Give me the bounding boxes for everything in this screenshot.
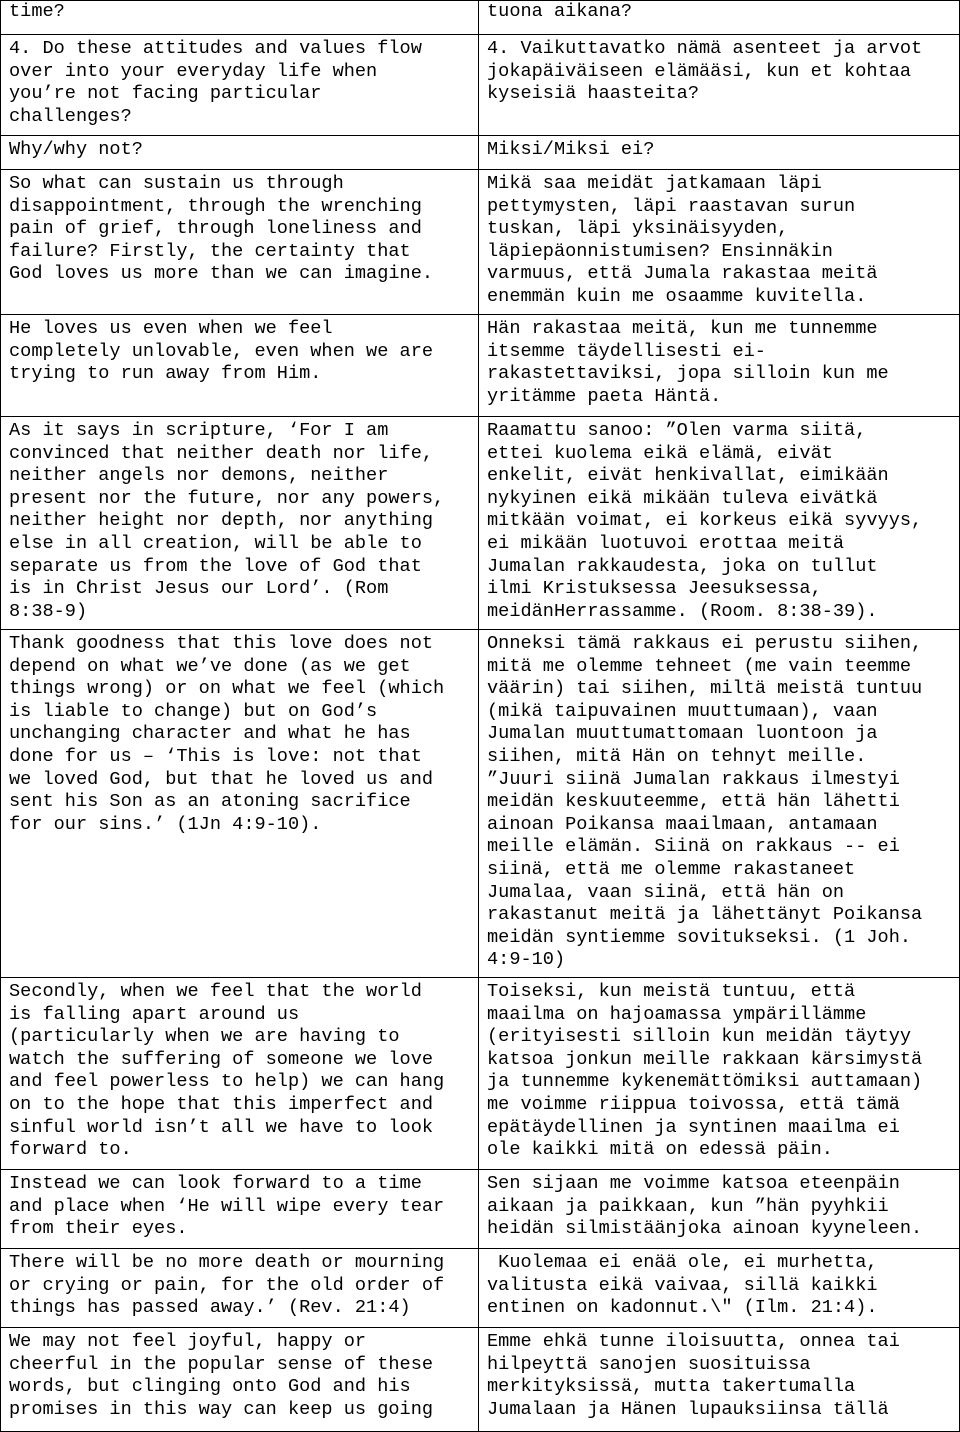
- table-row: [1, 1, 960, 35]
- table-row: [1, 1170, 960, 1249]
- finnish-cell: Sen sijaan me voimme katsoa eteenpäin aikaan ja paikkaan, kun ”hän pyyhkii heidän silmistäänjoka ainoan kyyneleen.: [479, 1170, 960, 1249]
- finnish-cell: Onneksi tämä rakkaus ei perustu siihen, mitä me olemme tehneet (me vain teemme väärin) tai siihen, miltä meistä tuntuu (mikä taipuvainen muuttumaan), vaan Jumalan muuttumattomaan luontoon ja siihen, mitä Hän on tehnyt meille. ”Juuri siinä Jumalan rakkaus ilmestyi meidän keskuuteemme, että hän lähetti ainoan Poikansa maailmaan, antamaan meille elämän. Siinä on rakkaus -- ei siinä, että me olemme rakastaneet Jumalaa, vaan siinä, että hän on rakastanut meitä ja lähettänyt Poikansa meidän syntiemme sovitukseksi. (1 Joh. 4:9-10): [479, 630, 960, 978]
- english-cell: So what can sustain us through disappointment, through the wrenching pain of grief, through loneliness and failure? Firstly, the certainty that God loves us more than we can imagine.: [1, 170, 479, 315]
- table-row: [1, 1328, 960, 1432]
- finnish-cell: Emme ehkä tunne iloisuutta, onnea tai hilpeyttä sanojen suosituissa merkityksissä, mutta takertumalla Jumalaan ja Hänen lupauksiinsa tällä: [479, 1328, 960, 1432]
- english-cell: Thank goodness that this love does not depend on what we’ve done (as we get things wrong) or on what we feel (which is liable to change) but on God’s unchanging character and what he has done for us – ‘This is love: not that we loved God, but that he loved us and sent his Son as an atoning sacrifice for our sins.’ (1Jn 4:9-10).: [1, 630, 479, 978]
- english-cell: Instead we can look forward to a time and place when ‘He will wipe every tear from their eyes.: [1, 1170, 479, 1249]
- english-cell: 4. Do these attitudes and values flow over into your everyday life when you’re not facing particular challenges?: [1, 35, 479, 136]
- finnish-cell: 4. Vaikuttavatko nämä asenteet ja arvot jokapäiväiseen elämääsi, kun et kohtaa kyseisiä haasteita?: [479, 35, 960, 136]
- english-cell: time?: [1, 1, 479, 35]
- table-row: [1, 417, 960, 630]
- finnish-cell: Hän rakastaa meitä, kun me tunnemme itsemme täydellisesti ei- rakastettaviksi, jopa silloin kun me yritämme paeta Häntä.: [479, 315, 960, 417]
- finnish-cell: Mikä saa meidät jatkamaan läpi pettymysten, läpi raastavan surun tuskan, läpi yksinäisyyden, läpiepäonnistumisen? Ensinnäkin varmuus, että Jumala rakastaa meitä enemmän kuin me osaamme kuvitella.: [479, 170, 960, 315]
- table-row: [1, 1249, 960, 1328]
- table-row: [1, 170, 960, 315]
- finnish-cell: Raamattu sanoo: ”Olen varma siitä, ettei kuolema eikä elämä, eivät enkelit, eivät henkivallat, eimikään nykyinen eikä mikään tuleva eivätkä mitkään voimat, ei korkeus eikä syvyys, ei mikään luotuvoi erottaa meitä Jumalan rakkaudesta, joka on tullut ilmi Kristuksessa Jeesuksessa, meidänHerrassamme. (Room. 8:38-39).: [479, 417, 960, 630]
- english-cell: He loves us even when we feel completely unlovable, even when we are trying to run away from Him.: [1, 315, 479, 417]
- finnish-cell: tuona aikana?: [479, 1, 960, 35]
- english-cell: Why/why not?: [1, 136, 479, 170]
- english-cell: Secondly, when we feel that the world is falling apart around us (particularly when we are having to watch the suffering of someone we love and feel powerless to help) we can hang on to the hope that this imperfect and sinful world isn’t all we have to look forward to.: [1, 978, 479, 1170]
- table-row: [1, 35, 960, 136]
- table-row: [1, 315, 960, 417]
- english-cell: As it says in scripture, ‘For I am convinced that neither death nor life, neither angels nor demons, neither present nor the future, nor any powers, neither height nor depth, nor anything else in all creation, will be able to separate us from the love of God that is in Christ Jesus our Lord’. (Rom 8:38-9): [1, 417, 479, 630]
- finnish-cell: Toiseksi, kun meistä tuntuu, että maailma on hajoamassa ympärillämme (erityisesti silloin kun meidän täytyy katsoa jonkun meille rakkaan kärsimystä ja tunnemme kykenemättömiksi auttamaan) me voimme riippua toivossa, että tämä epätäydellinen ja syntinen maailma ei ole kaikki mitä on edessä päin.: [479, 978, 960, 1170]
- finnish-cell: Kuolemaa ei enää ole, ei murhetta, valitusta eikä vaivaa, sillä kaikki entinen on kadonnut.\" (Ilm. 21:4).: [479, 1249, 960, 1328]
- table-row: [1, 136, 960, 170]
- english-cell: We may not feel joyful, happy or cheerful in the popular sense of these words, but clinging onto God and his promises in this way can keep us going: [1, 1328, 479, 1432]
- table-row: [1, 978, 960, 1170]
- table-row: [1, 630, 960, 978]
- english-cell: There will be no more death or mourning or crying or pain, for the old order of things has passed away.’ (Rev. 21:4): [1, 1249, 479, 1328]
- finnish-cell: Miksi/Miksi ei?: [479, 136, 960, 170]
